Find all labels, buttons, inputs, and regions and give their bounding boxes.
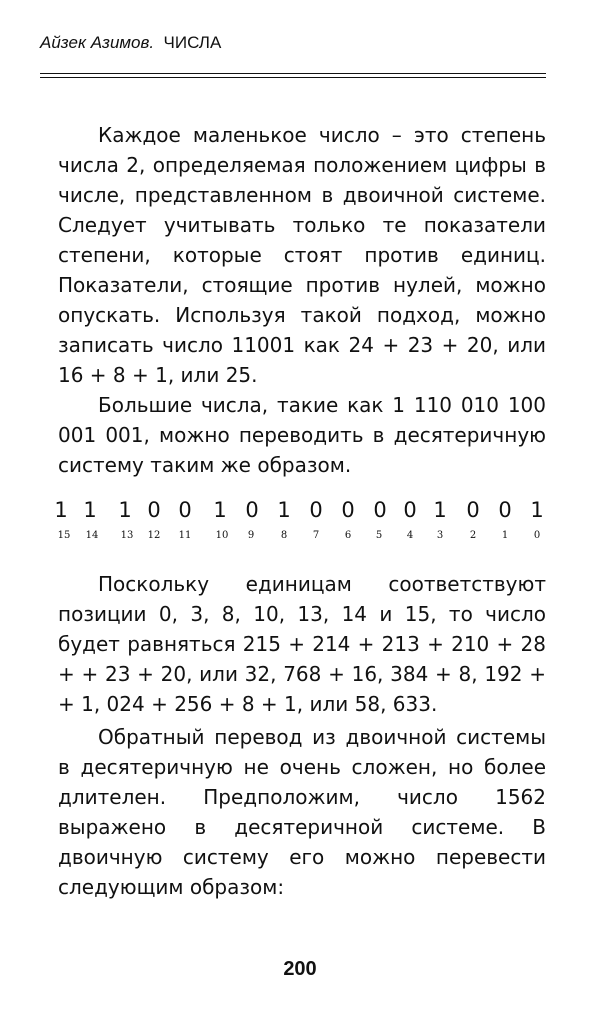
bit-position: 8 (280, 530, 288, 541)
bit-position: 4 (406, 530, 414, 541)
header-rule-top (40, 73, 546, 74)
paragraph-3: Поскольку единицам соответствуют позиции 0, 3, 8, 10, 13, 14 и 15, то число будет равняться 215 + 214 + 213 + 210 + 28 + + 23 + 20, или 32, 768 + 16, 384 + 8, 192 + + 1, 024 + 256 + 8 + 1, или 58, 633. (58, 572, 546, 716)
binary-digit: 0 (147, 498, 161, 522)
running-header (40, 32, 221, 54)
binary-digit: 1 (213, 498, 227, 522)
bit-position: 14 (85, 530, 99, 541)
bit-position: 6 (344, 530, 352, 541)
binary-digit: 0 (341, 498, 355, 522)
binary-digit: 0 (403, 498, 417, 522)
bit-position: 5 (375, 530, 383, 541)
bit-position: 7 (312, 530, 320, 541)
binary-digits-row (40, 498, 546, 522)
paragraph-2: Большие числа, такие как 1 110 010 100 001 001, можно переводить в десятеричную систему таким же образом. (58, 393, 546, 477)
bit-position: 10 (215, 530, 229, 541)
paragraph-1: Каждое маленькое число – это степень числа 2, определяемая положением цифры в числе, представленном в двоичной системе. Следует учитывать только те показатели степени, которые стоят против единиц. Показатели, стоящие против нулей, можно опускать. Используя такой подход, можно записать число 11001 как 24 + 23 + 20, или 16 + 8 + 1, или 25. (58, 123, 546, 387)
page-number: 200 (283, 958, 317, 980)
bit-position: 3 (436, 530, 444, 541)
binary-digit: 0 (245, 498, 259, 522)
bit-position-row (40, 529, 546, 543)
binary-digit: 1 (118, 498, 132, 522)
bit-position: 15 (57, 530, 71, 541)
paragraph-4: Обратный перевод из двоичной системы в десятеричную не очень сложен, но более длителен. Предположим, число 1562 выражено в десятеричной системе. В двоичную систему его можно перевести следующим образом: (58, 725, 546, 899)
bit-position: 13 (120, 530, 134, 541)
binary-digit: 1 (83, 498, 97, 522)
binary-digit: 1 (433, 498, 447, 522)
binary-digit: 1 (277, 498, 291, 522)
binary-digit: 0 (466, 498, 480, 522)
binary-digit: 0 (309, 498, 323, 522)
header-title: ЧИСЛА (163, 33, 222, 52)
binary-digit: 0 (178, 498, 192, 522)
bit-position: 1 (501, 530, 509, 541)
binary-digit: 0 (498, 498, 512, 522)
binary-digit: 1 (54, 498, 68, 522)
bit-position: 2 (469, 530, 477, 541)
binary-digit: 1 (530, 498, 544, 522)
bit-position: 11 (178, 530, 192, 541)
bit-position: 12 (147, 530, 161, 541)
header-rule-bottom (40, 77, 546, 78)
bit-position: 9 (247, 530, 255, 541)
binary-digit: 0 (373, 498, 387, 522)
bit-position: 0 (533, 530, 541, 541)
header-author: Айзек Азимов. (40, 33, 155, 52)
